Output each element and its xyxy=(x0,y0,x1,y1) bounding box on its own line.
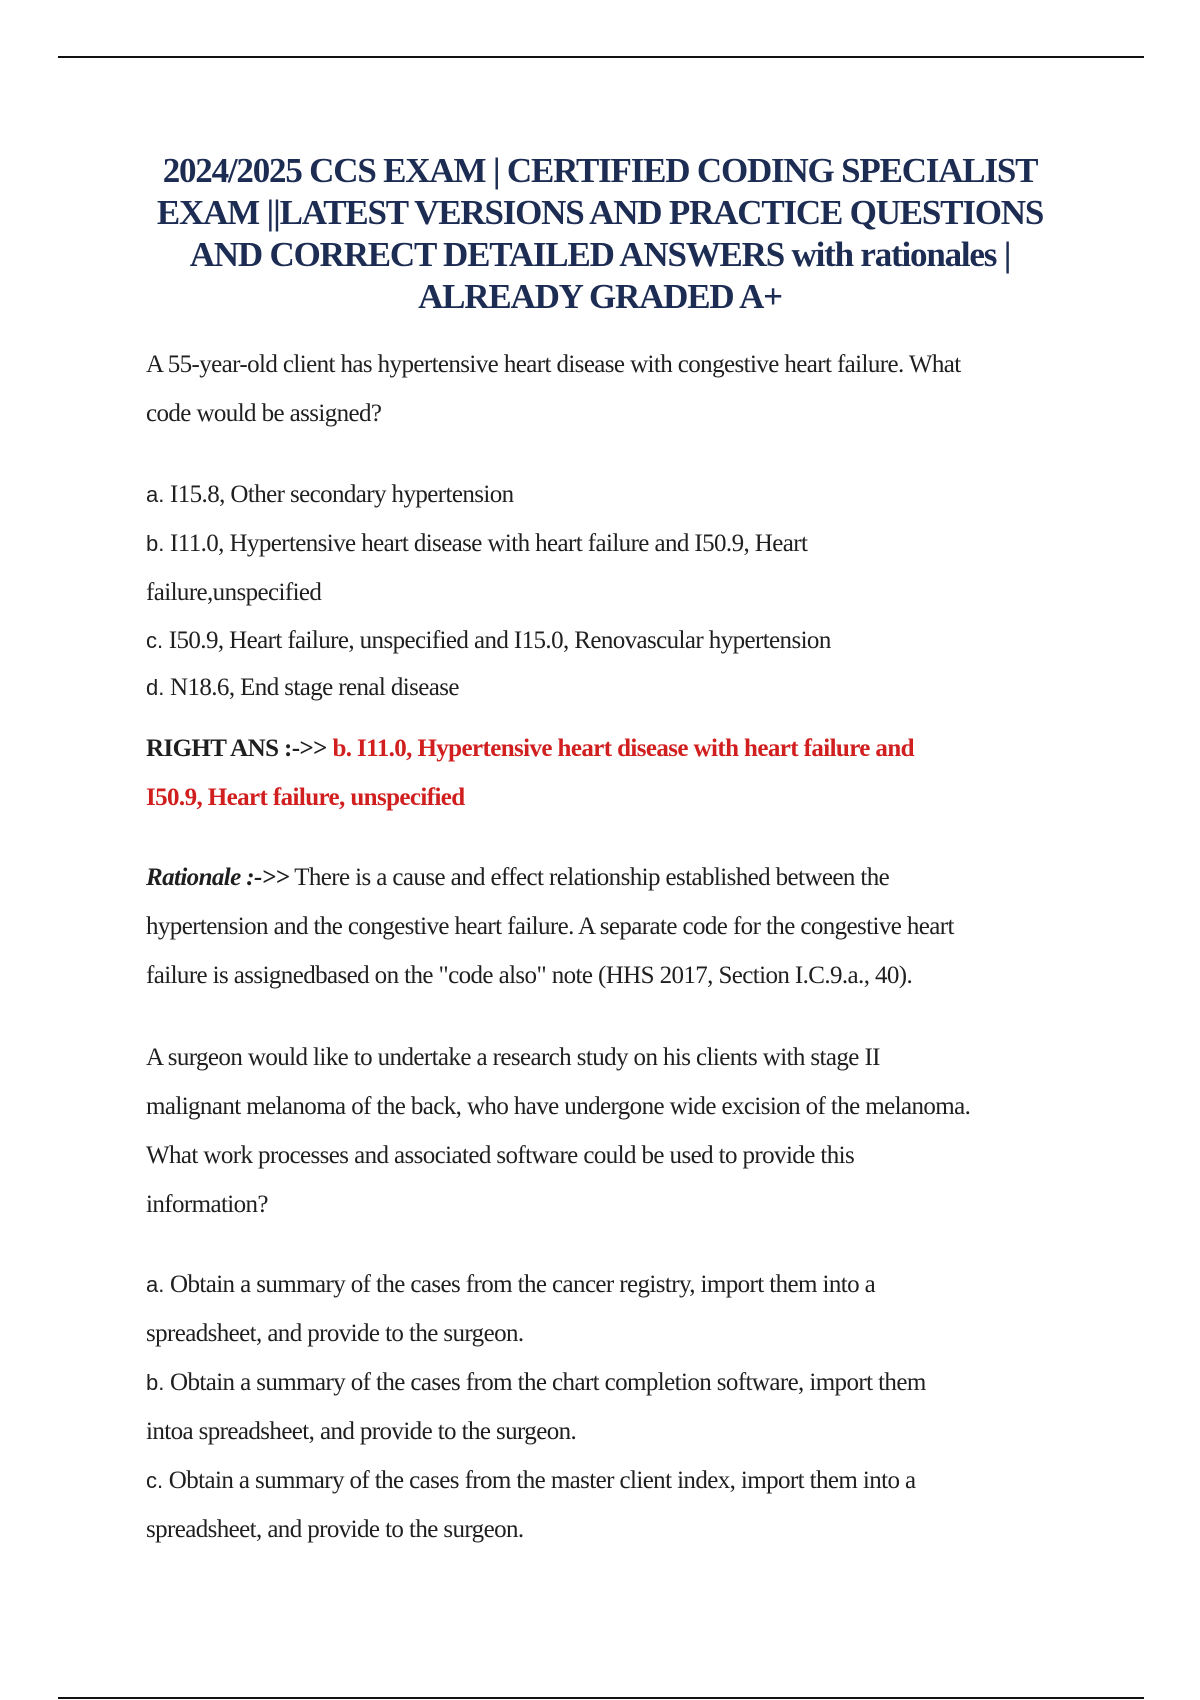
question-2-text xyxy=(146,1033,1106,1229)
option-text: spreadsheet, and provide to the surgeon. xyxy=(146,1320,524,1347)
question-1-option-c xyxy=(146,616,1106,665)
answer-text: b. I11.0, Hypertensive heart disease with heart failure and xyxy=(332,735,914,762)
rationale-label: Rationale :->> xyxy=(146,864,290,891)
option-text: I11.0, Hypertensive heart disease with heart failure and I50.9, Heart xyxy=(170,530,808,557)
option-text: failure,unspecified xyxy=(146,579,322,606)
option-letter: b. xyxy=(146,1370,165,1395)
question-line: information? xyxy=(146,1191,268,1218)
option-letter: b. xyxy=(146,531,165,556)
title-line: AND CORRECT DETAILED ANSWERS with rationales | xyxy=(189,235,1011,274)
option-letter: a. xyxy=(146,482,165,507)
question-line: malignant melanoma of the back, who have undergone wide excision of the melanoma. xyxy=(146,1093,971,1120)
option-text: intoa spreadsheet, and provide to the surgeon. xyxy=(146,1418,577,1445)
title-line: 2024/2025 CCS EXAM | CERTIFIED CODING SPECIALIST xyxy=(162,151,1038,190)
answer-label: RIGHT ANS :->> xyxy=(146,735,327,762)
title-line: EXAM ||LATEST VERSIONS AND PRACTICE QUESTIONS xyxy=(156,193,1044,232)
option-text: I15.8, Other secondary hypertension xyxy=(170,481,514,508)
bottom-rule xyxy=(58,1697,1144,1699)
option-text: Obtain a summary of the cases from the chart completion software, import them xyxy=(170,1369,926,1396)
option-text: N18.6, End stage renal disease xyxy=(170,674,459,701)
rationale-text: hypertension and the congestive heart failure. A separate code for the congestive heart xyxy=(146,913,954,940)
rationale-text: failure is assignedbased on the "code also" note (HHS 2017, Section I.C.9.a., 40). xyxy=(146,962,913,989)
title-line: ALREADY GRADED A+ xyxy=(418,277,782,316)
option-text: Obtain a summary of the cases from the cancer registry, import them into a xyxy=(170,1271,876,1298)
option-letter: d. xyxy=(146,675,165,700)
question-2-option-a xyxy=(146,1260,1106,1358)
question-1-option-b xyxy=(146,519,1106,617)
question-1-text xyxy=(146,340,1106,438)
question-line: A 55-year-old client has hypertensive heart disease with congestive heart failure. What xyxy=(146,351,961,378)
option-text: Obtain a summary of the cases from the master client index, import them into a xyxy=(168,1467,916,1494)
document-title xyxy=(100,150,1100,318)
top-rule xyxy=(58,56,1144,58)
question-1-rationale xyxy=(146,853,1106,1000)
option-text: I50.9, Heart failure, unspecified and I15.0, Renovascular hypertension xyxy=(168,627,831,654)
rationale-text: There is a cause and effect relationship established between the xyxy=(294,864,890,891)
question-2-option-b xyxy=(146,1358,1106,1456)
question-2-option-c xyxy=(146,1456,1106,1554)
option-letter: c. xyxy=(146,1468,164,1493)
answer-text: I50.9, Heart failure, unspecified xyxy=(146,784,465,811)
question-1-option-a xyxy=(146,470,1106,519)
question-1-answer xyxy=(146,724,1106,822)
option-letter: c. xyxy=(146,628,164,653)
option-text: spreadsheet, and provide to the surgeon. xyxy=(146,1516,524,1543)
option-letter: a. xyxy=(146,1272,165,1297)
question-line: A surgeon would like to undertake a research study on his clients with stage II xyxy=(146,1044,880,1071)
question-line: code would be assigned? xyxy=(146,400,382,427)
question-line: What work processes and associated software could be used to provide this xyxy=(146,1142,855,1169)
question-1-option-d xyxy=(146,663,1106,712)
